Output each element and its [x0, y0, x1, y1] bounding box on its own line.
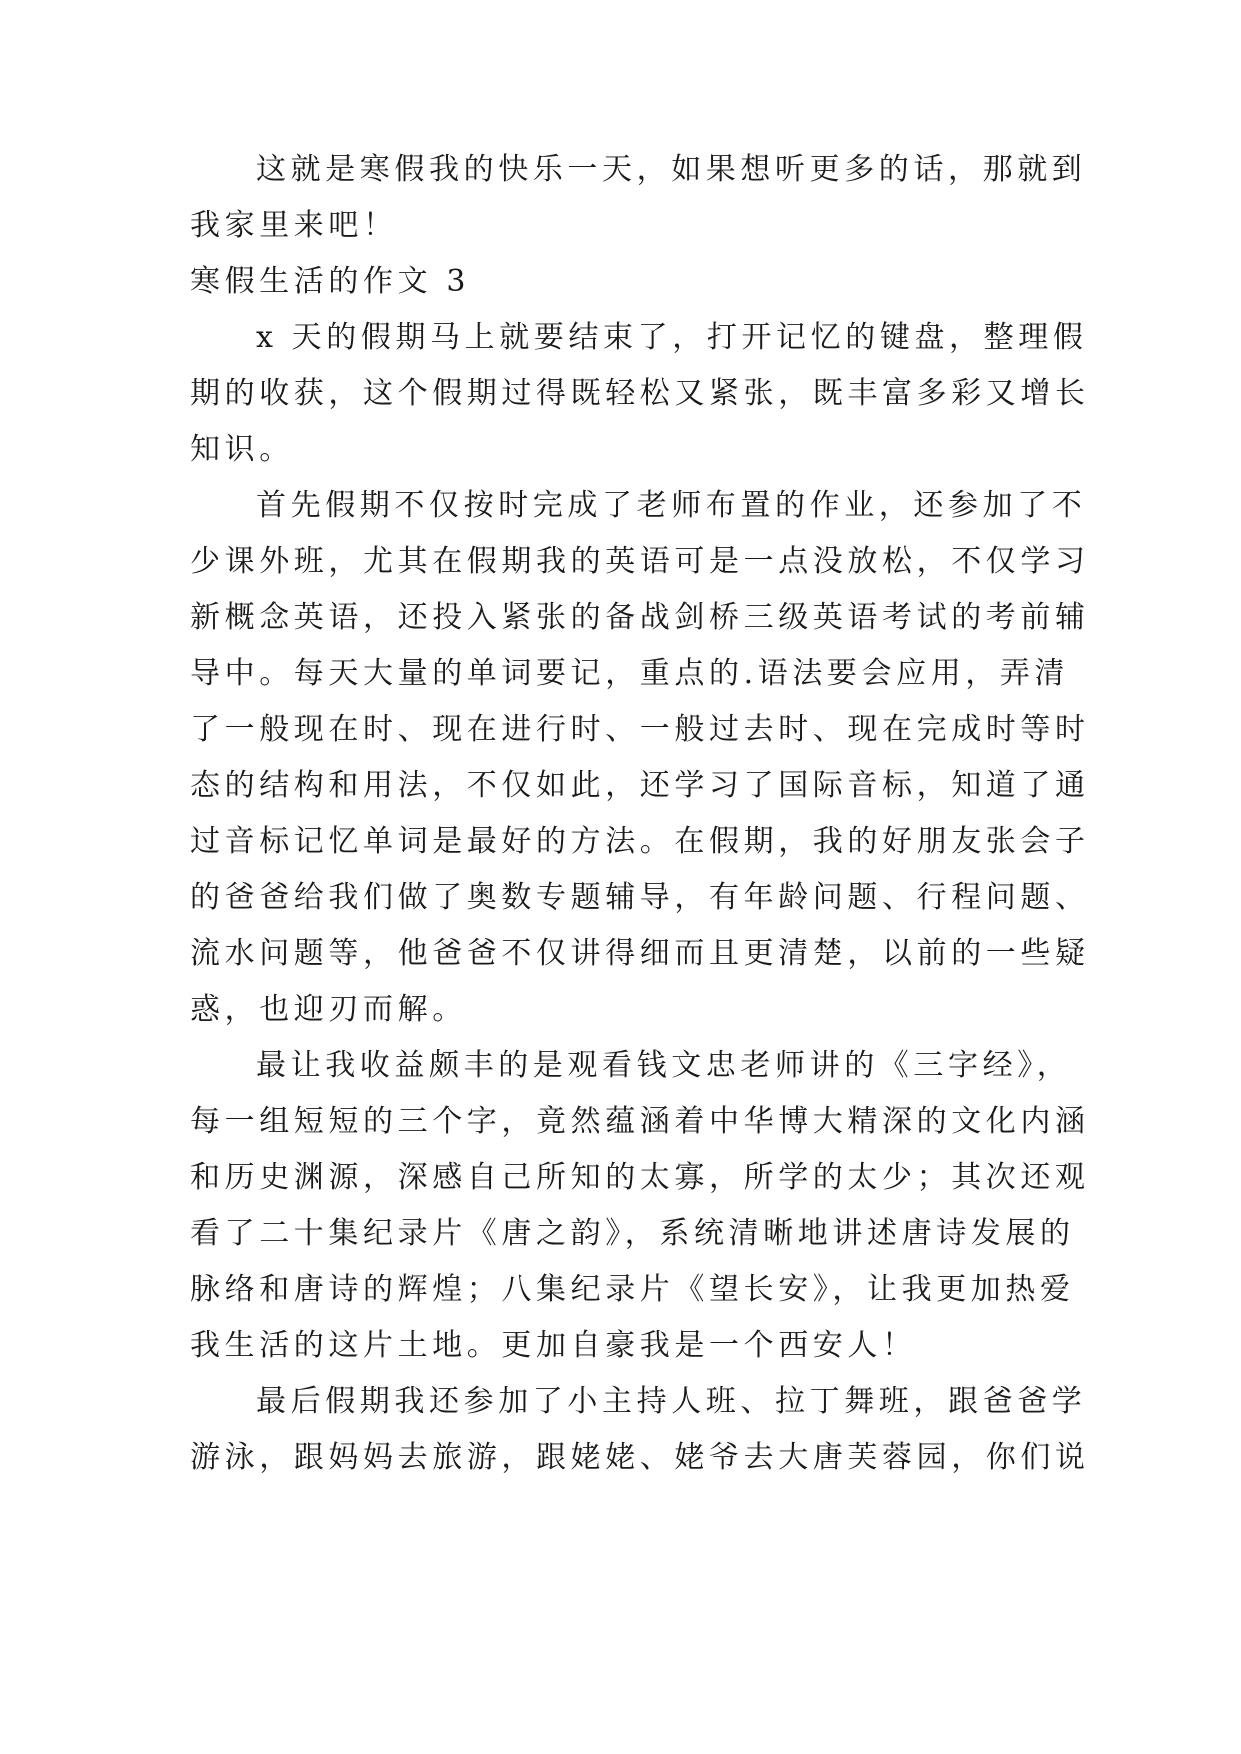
- paragraph-line: 脉络和唐诗的辉煌；八集纪录片《望长安》，让我更加热爱: [190, 1272, 1075, 1307]
- section-heading: 寒假生活的作文 3: [190, 264, 471, 299]
- paragraph-line: 每一组短短的三个字，竟然蕴涵着中华博大精深的文化内涵: [190, 1104, 1090, 1139]
- paragraph-line: 惑，也迎刃而解。: [190, 992, 467, 1027]
- paragraph-line: 态的结构和用法，不仅如此，还学习了国际音标，知道了通: [190, 768, 1090, 803]
- paragraph-line: 和历史渊源，深感自己所知的太寡，所学的太少；其次还观: [190, 1160, 1090, 1195]
- paragraph-line: 新概念英语，还投入紧张的备战剑桥三级英语考试的考前辅: [190, 600, 1090, 635]
- paragraph-line: 流水问题等，他爸爸不仅讲得细而且更清楚，以前的一些疑: [190, 936, 1090, 971]
- paragraph-line: x 天的假期马上就要结束了，打开记忆的键盘，整理假: [256, 320, 1088, 355]
- paragraph-line: 的爸爸给我们做了奥数专题辅导，有年龄问题、行程问题、: [190, 880, 1090, 915]
- paragraph-line: 最后假期我还参加了小主持人班、拉丁舞班，跟爸爸学: [256, 1384, 1087, 1419]
- paragraph-line: 了一般现在时、现在进行时、一般过去时、现在完成时等时: [190, 712, 1090, 747]
- paragraph-line: 最让我收益颇丰的是观看钱文忠老师讲的《三字经》，: [256, 1048, 1072, 1083]
- paragraph-line: 游泳，跟妈妈去旅游，跟姥姥、姥爷去大唐芙蓉园，你们说: [190, 1440, 1090, 1475]
- paragraph-line: 我生活的这片土地。更加自豪我是一个西安人！: [190, 1328, 917, 1363]
- paragraph-line: 首先假期不仅按时完成了老师布置的作业，还参加了不: [256, 488, 1087, 523]
- paragraph-line: 少课外班，尤其在假期我的英语可是一点没放松，不仅学习: [190, 544, 1090, 579]
- paragraph-line: 这就是寒假我的快乐一天，如果想听更多的话，那就到: [256, 152, 1087, 187]
- paragraph-line: 看了二十集纪录片《唐之韵》，系统清晰地讲述唐诗发展的: [190, 1216, 1075, 1251]
- paragraph-line: 导中。每天大量的单词要记，重点的.语法要会应用，弄清: [190, 656, 1070, 691]
- paragraph-line: 期的收获，这个假期过得既轻松又紧张，既丰富多彩又增长: [190, 376, 1090, 411]
- paragraph-line: 知识。: [190, 432, 294, 467]
- paragraph-line: 我家里来吧！: [190, 208, 398, 243]
- paragraph-line: 过音标记忆单词是最好的方法。在假期，我的好朋友张会子: [190, 824, 1090, 859]
